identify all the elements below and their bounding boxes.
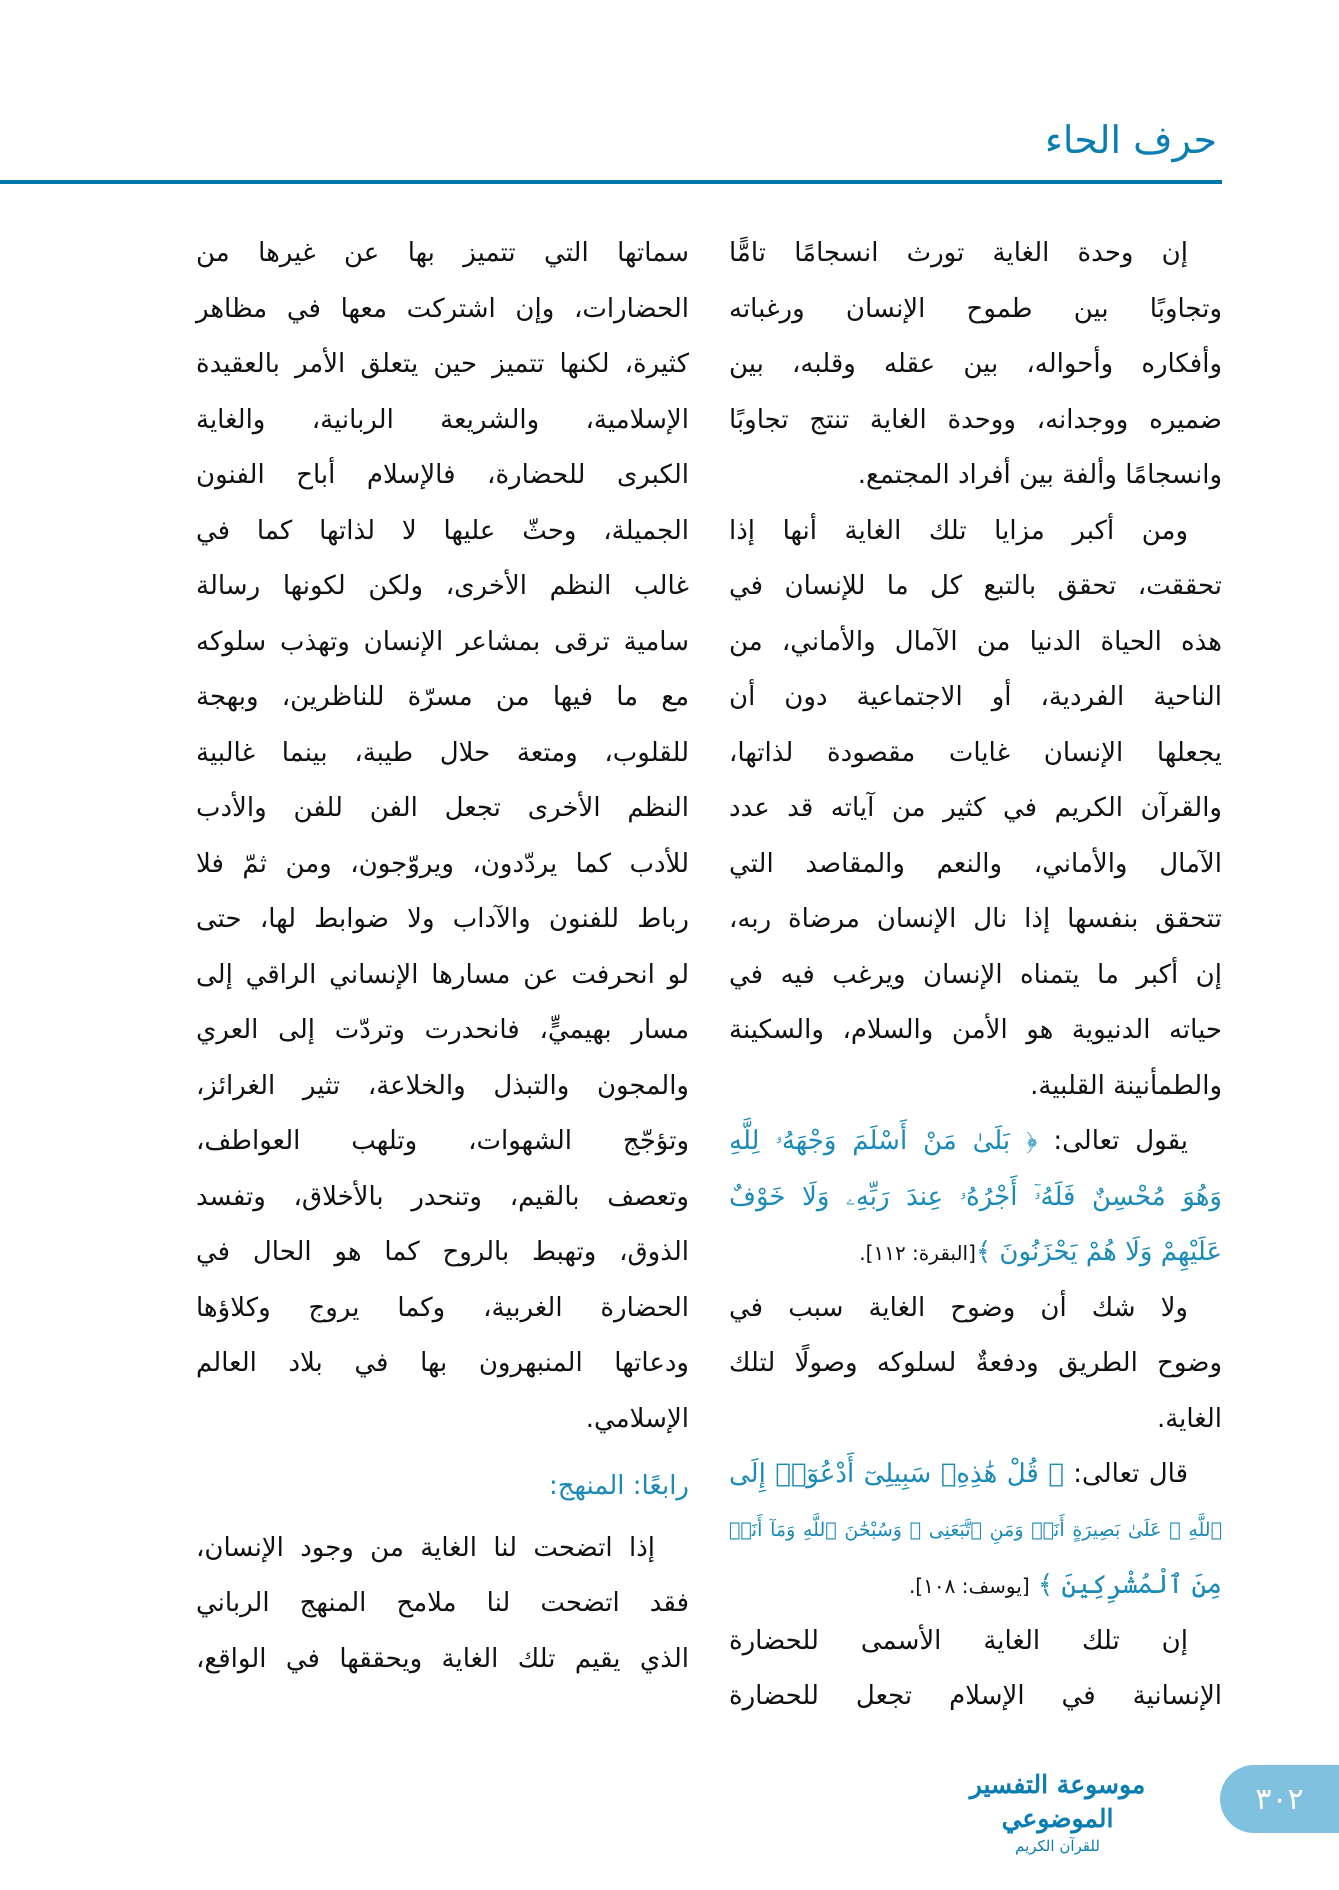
text-line (196, 1632, 689, 1688)
line-text: ومن أكبر مزايا تلك الغاية أنها إذا (729, 515, 1188, 546)
line-text: مع ما فيها من مسرّة للناظرين، وبهجة (196, 682, 689, 712)
text-line (729, 1281, 1222, 1337)
line-text: وتؤجّج الشهوات، وتلهب العواطف، (196, 1126, 689, 1156)
line-text: تتحقق بنفسها إذا نال الإنسان مرضاة ربه، (729, 904, 1222, 934)
line-text: غالب النظم الأخرى، ولكن لكونها رسالة (196, 571, 689, 601)
logo-subtitle: للقرآن الكريم (1015, 1837, 1100, 1855)
text-line (729, 1225, 1222, 1281)
line-text: وضوح الطريق ودفعةٌ لسلوكه وصولًا لتلك (729, 1348, 1222, 1378)
line-text: لو انحرفت عن مسارها الإنساني الراقي إلى (196, 959, 689, 990)
text-line (729, 670, 1222, 726)
text-line (729, 1392, 1222, 1448)
page-number: ٣٠٢ (1255, 1781, 1304, 1817)
line-text: الجميلة، وحثّ عليها لا لذاتها كما في (196, 515, 689, 546)
right-text-column (729, 226, 1222, 1725)
text-line (196, 559, 689, 615)
text-line (196, 393, 689, 449)
line-text: ودعاتها المنبهرون بها في بلاد العالم (196, 1348, 689, 1378)
line-text: إن أكبر ما يتمناه الإنسان ويرغب فيه في (729, 959, 1222, 990)
text-line (196, 226, 689, 282)
line-text: الإسلامية، والشريعة الربانية، والغاية (196, 404, 689, 435)
line-text: ضميره ووجدانه، ووحدة الغاية تنتج تجاوبًا (729, 404, 1222, 435)
line-text: وانسجامًا وألفة بين أفراد المجتمع. (857, 460, 1222, 490)
line-text: سامية ترقى بمشاعر الإنسان وتهذب سلوكه (196, 626, 689, 657)
section-heading: رابعًا: المنهج: (548, 1471, 689, 1501)
line-text: يقول تعالى: (1037, 1126, 1189, 1156)
line-text: إن تلك الغاية الأسمى للحضارة (729, 1625, 1188, 1656)
text-line (196, 948, 689, 1004)
quran-verse: وَهُوَ مُحْسِنٌ فَلَهُۥٓ أَجْرُهُۥ عِندَ رَبِّهِۦ وَلَا خَوْفٌ (729, 1181, 1222, 1212)
text-line (196, 448, 689, 504)
line-text: النظم الأخرى تجعل الفن للفن والأدب (196, 793, 689, 823)
line-text: والمجون والتبذل والخلاعة، تثير الغرائز، (196, 1070, 689, 1101)
line-text: الآمال والأماني، والنعم والمقاصد التي (729, 848, 1222, 879)
line-text: الحضارة الغربية، وكما يروج وكلاؤها (196, 1292, 689, 1323)
text-line (729, 948, 1222, 1004)
text-line (729, 393, 1222, 449)
line-text: والطمأنينة القلبية. (1030, 1070, 1222, 1101)
text-line (196, 1281, 689, 1337)
line-text: وتعصف بالقيم، وتنحدر بالأخلاق، وتفسد (196, 1181, 689, 1212)
line-text: الغاية. (1156, 1403, 1222, 1434)
line-text: وأفكاره وأحواله، بين عقله وقلبه، بين (729, 349, 1222, 379)
line-text: الإسلامي. (585, 1403, 689, 1434)
line-text: الذي يقيم تلك الغاية ويحققها في الواقع، (196, 1643, 689, 1674)
text-line (196, 1114, 689, 1170)
text-line (729, 559, 1222, 615)
header-divider (0, 180, 1222, 184)
verse-reference: [البقرة: ١١٢]. (859, 1241, 976, 1265)
text-line (729, 1003, 1222, 1059)
line-text: فقد اتضحت لنا ملامح المنهج الرباني (196, 1588, 689, 1618)
line-text: الذوق، وتهبط بالروح كما هو الحال في (196, 1237, 689, 1267)
left-text-column (196, 226, 689, 1687)
line-text: إذا اتضحت لنا الغاية من وجود الإنسان، (196, 1532, 655, 1563)
text-line (729, 448, 1222, 504)
text-line (196, 1576, 689, 1632)
text-line (196, 615, 689, 671)
text-line (729, 1503, 1222, 1559)
text-line (729, 282, 1222, 338)
text-line (196, 670, 689, 726)
text-line (196, 781, 689, 837)
text-line (729, 1170, 1222, 1226)
line-text: قال تعالى: (1063, 1459, 1189, 1489)
text-line (196, 1392, 689, 1448)
text-line (729, 837, 1222, 893)
text-line (729, 504, 1222, 560)
line-text: الناحية الفردية، أو الاجتماعية دون أن (729, 682, 1222, 712)
text-line (196, 282, 689, 338)
line-text: تحققت، تحقق بالتبع كل ما للإنسان في (729, 571, 1222, 601)
line-text: الكبرى للحضارة، فالإسلام أباح الفنون (196, 460, 689, 490)
text-line (196, 726, 689, 782)
chapter-title: حرف الحاء (1044, 118, 1217, 162)
line-text: للأدب كما يردّدون، ويروّجون، ومن ثمّ فلا (196, 848, 689, 879)
text-line (729, 1336, 1222, 1392)
text-line (196, 837, 689, 893)
text-line (729, 1558, 1222, 1614)
text-line (196, 1170, 689, 1226)
line-text: للقلوب، ومتعة حلال طيبة، بينما غالبية (196, 737, 689, 768)
text-line (729, 1114, 1222, 1170)
line-text: حياته الدنيوية هو الأمن والسلام، والسكينة (729, 1015, 1222, 1045)
line-text: إن وحدة الغاية تورث انسجامًا تامًّا (729, 238, 1188, 268)
line-text: يجعلها الإنسان غايات مقصودة لذاتها، (729, 737, 1222, 768)
encyclopedia-logo (935, 1768, 1180, 1856)
text-line (196, 1336, 689, 1392)
line-text: مسار بهيميٍّ، فانحدرت وتردّت إلى العري (196, 1015, 689, 1045)
quran-verse: عَلَيْهِمْ وَلَا هُمْ يَحْزَنُونَ ﴾ (975, 1237, 1222, 1267)
line-text: ولا شك أن وضوح الغاية سبب في (729, 1292, 1188, 1323)
text-line (729, 1447, 1222, 1503)
text-line (196, 1003, 689, 1059)
page-number-tab (1220, 1765, 1339, 1833)
text-line (729, 1059, 1222, 1115)
quran-verse: ﴿ قُلْ هَٰذِهِۦ سَبِيلِىٓ أَدْعُوٓا۟ إِلَى (729, 1459, 1064, 1489)
text-line (729, 226, 1222, 282)
text-line (196, 892, 689, 948)
line-text: كثيرة، لكنها تتميز حين يتعلق الأمر بالعقيدة (196, 349, 689, 379)
text-line (196, 1225, 689, 1281)
text-line (196, 337, 689, 393)
line-text: والقرآن الكريم في كثير من آياته قد عدد (729, 793, 1222, 823)
quran-verse: ﴿ بَلَىٰ مَنْ أَسْلَمَ وَجْهَهُۥ لِلَّهِ (729, 1126, 1038, 1156)
text-line (196, 504, 689, 560)
text-line (729, 615, 1222, 671)
quran-verse: مِنَ ٱلْمُشْرِكِينَ ﴾ (1029, 1570, 1222, 1600)
text-line (729, 1614, 1222, 1670)
text-line (196, 1059, 689, 1115)
text-line (729, 337, 1222, 393)
line-text: هذه الحياة الدنيا من الآمال والأماني، من (729, 626, 1222, 657)
line-text: الحضارات، وإن اشتركت معها في مظاهر (196, 293, 689, 324)
verse-reference: [يوسف: ١٠٨]. (908, 1574, 1030, 1598)
quran-verse: ٱللَّهِ ۚ عَلَىٰ بَصِيرَةٍ أَنَا۠ وَمَنِ ٱتَّبَعَنِى ۖ وَسُبْحَٰنَ ٱللَّهِ وَمَآ أَنَا۠ (729, 1518, 1222, 1541)
text-line (729, 1669, 1222, 1725)
line-text: وتجاوبًا بين طموح الإنسان ورغباته (729, 293, 1222, 324)
logo-title: موسوعة التفسير الموضوعي (969, 1770, 1146, 1833)
text-line (196, 1521, 689, 1577)
line-text: رباط للفنون والآداب ولا ضوابط لها، حتى (196, 904, 689, 934)
line-text: سماتها التي تتميز بها عن غيرها من (196, 238, 689, 268)
text-line (729, 781, 1222, 837)
line-text: الإنسانية في الإسلام تجعل للحضارة (729, 1681, 1222, 1711)
text-line (729, 892, 1222, 948)
text-line (729, 726, 1222, 782)
